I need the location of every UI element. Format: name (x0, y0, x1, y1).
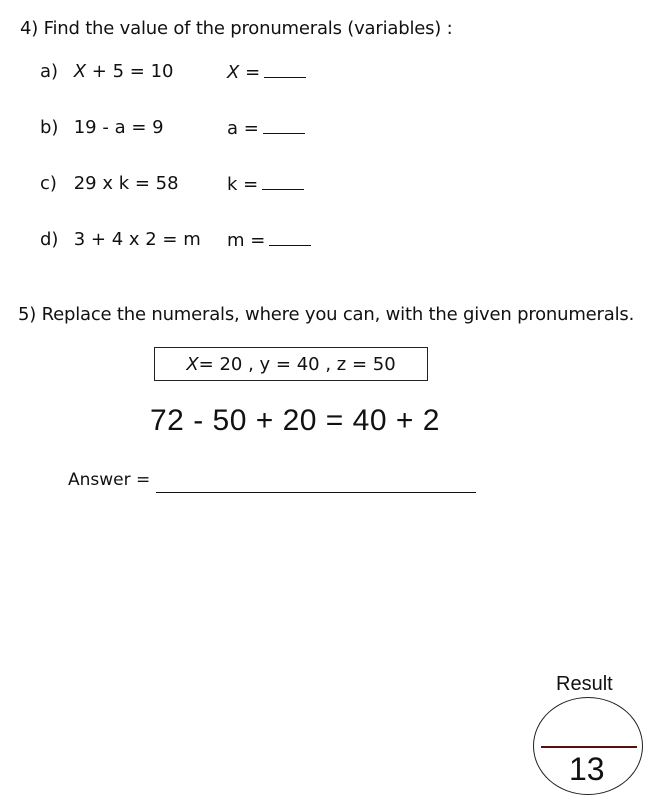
equation-rest: + 5 = 10 (86, 61, 174, 82)
equation: 19 - a = 9 (73, 117, 164, 138)
answer-prefix: k = (227, 174, 259, 195)
answer-prefix: = (239, 62, 261, 83)
variable-x: X (227, 62, 240, 83)
question-5-title: 5) Replace the numerals, where you can, with the given pronumerals. (18, 304, 635, 325)
answer-blank[interactable] (262, 173, 304, 190)
given-pronumerals-box (154, 347, 428, 381)
equation: 3 + 4 x 2 = m (73, 229, 201, 250)
answer-4d (227, 229, 311, 251)
question-4-title: 4) Find the value of the pronumerals (variables) : (20, 18, 453, 39)
question-4a (40, 61, 174, 82)
answer-4a (227, 61, 306, 83)
item-label: c) (40, 173, 57, 194)
answer-prefix: a = (227, 118, 259, 139)
equation (74, 61, 174, 82)
variable-x: X (73, 61, 87, 82)
result-label: Result (556, 673, 613, 695)
question-4b (40, 117, 164, 138)
item-label: a) (40, 61, 59, 82)
answer-line[interactable] (156, 492, 476, 493)
result-value: 13 (569, 751, 605, 787)
item-label: d) (40, 229, 59, 250)
equation: 29 x k = 58 (73, 173, 179, 194)
answer-label: Answer = (68, 470, 151, 490)
variable-x: X (186, 353, 199, 375)
given-values: = 20 , y = 40 , z = 50 (198, 353, 396, 375)
question-4d (40, 229, 201, 250)
answer-blank[interactable] (264, 61, 306, 78)
result-divider (541, 746, 637, 748)
question-4c (40, 173, 179, 194)
answer-blank[interactable] (269, 229, 311, 246)
answer-blank[interactable] (263, 117, 305, 134)
answer-prefix: m = (227, 230, 266, 251)
numeric-equation: 72 - 50 + 20 = 40 + 2 (150, 404, 440, 437)
item-label: b) (40, 117, 59, 138)
answer-4c (227, 173, 304, 195)
answer-4b (227, 117, 305, 139)
